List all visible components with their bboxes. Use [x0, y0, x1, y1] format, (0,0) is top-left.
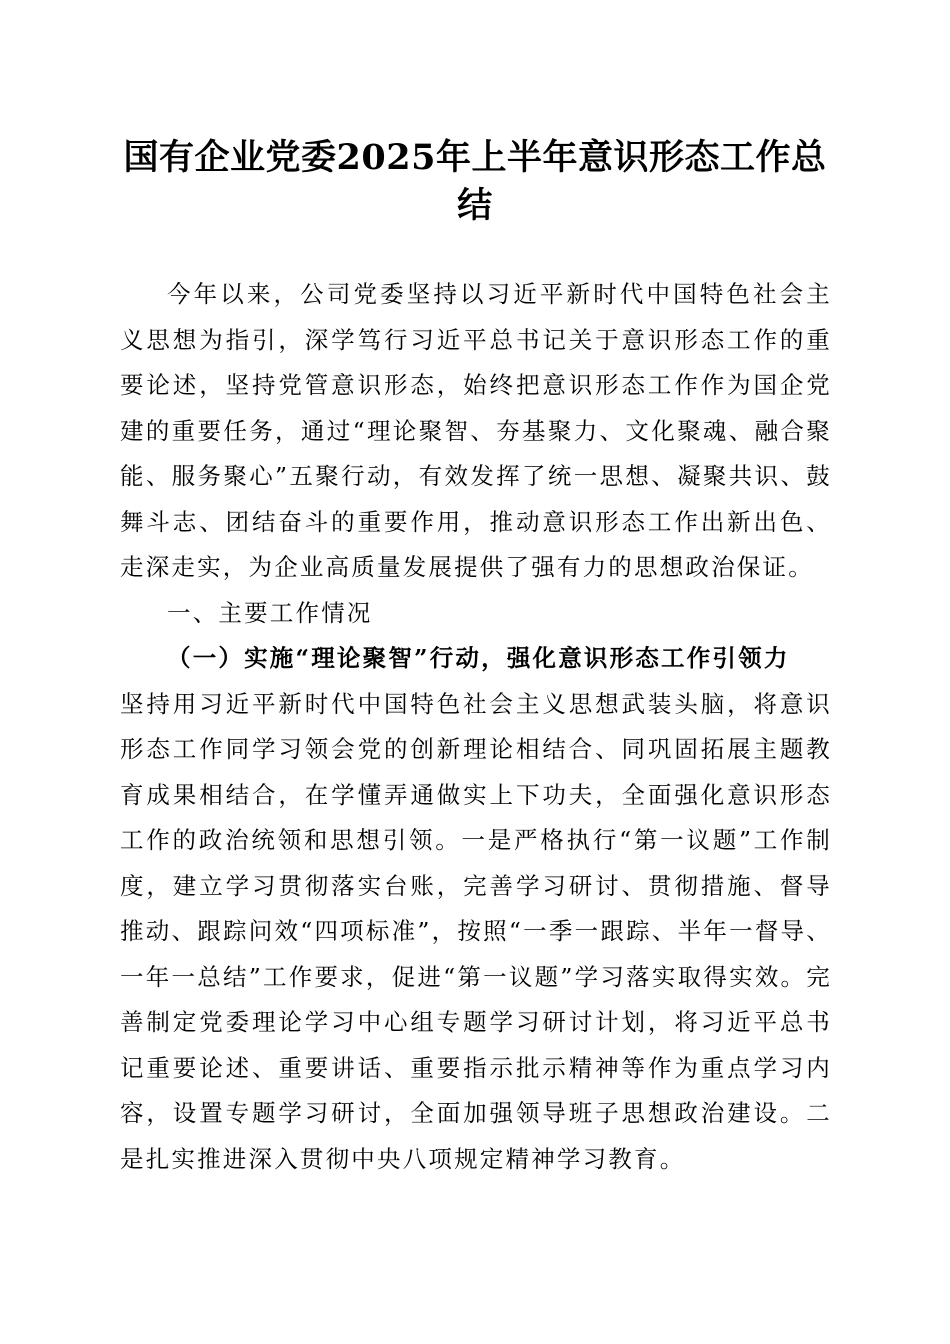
document-title: 国有企业党委2025年上半年意识形态工作总结: [123, 137, 827, 226]
subsection-body-theory: 坚持用习近平新时代中国特色社会主义思想武装头脑，将意识形态工作同学习领会党的创新理论相结合、同巩固拓展主题教育成果相结合，在学懂弄通做实上下功夫，全面强化意识形态工作的政治统领和思想引领。一是严格执行“第一议题”工作制度，建立学习贯彻落实台账，完善学习研讨、贯彻措施、督导推动、跟踪问效“四项标准”，按照“一季一跟踪、半年一督导、一年一总结”工作要求，促进“第一议题”学习落实取得实效。完善制定党委理论学习中心组专题学习研讨计划，将习近平总书记重要论述、重要讲话、重要指示批示精神等作为重点学习内容，设置专题学习研讨，全面加强领导班子思想政治建设。二是扎实推进深入贯彻中央八项规定精神学习教育。: [120, 689, 832, 1173]
section-heading-main-work: 一、主要工作情况: [167, 598, 373, 627]
intro-paragraph: 今年以来，公司党委坚持以习近平新时代中国特色社会主义思想为指引，深学笃行习近平总书记关于意识形态工作的重要论述，坚持党管意识形态，始终把意识形态工作作为国企党建的重要任务，通过“理论聚智、夯基聚力、文化聚魂、融合聚能、服务聚心”五聚行动，有效发挥了统一思想、凝聚共识、鼓舞斗志、团结奋斗的重要作用，推动意识形态工作出新出色、走深走实，为企业高质量发展提供了强有力的思想政治保证。: [120, 280, 832, 581]
subsection-heading-theory: （一）实施“理论聚智”行动，强化意识形态工作引领力: [167, 644, 790, 672]
document-body: [120, 272, 832, 1182]
